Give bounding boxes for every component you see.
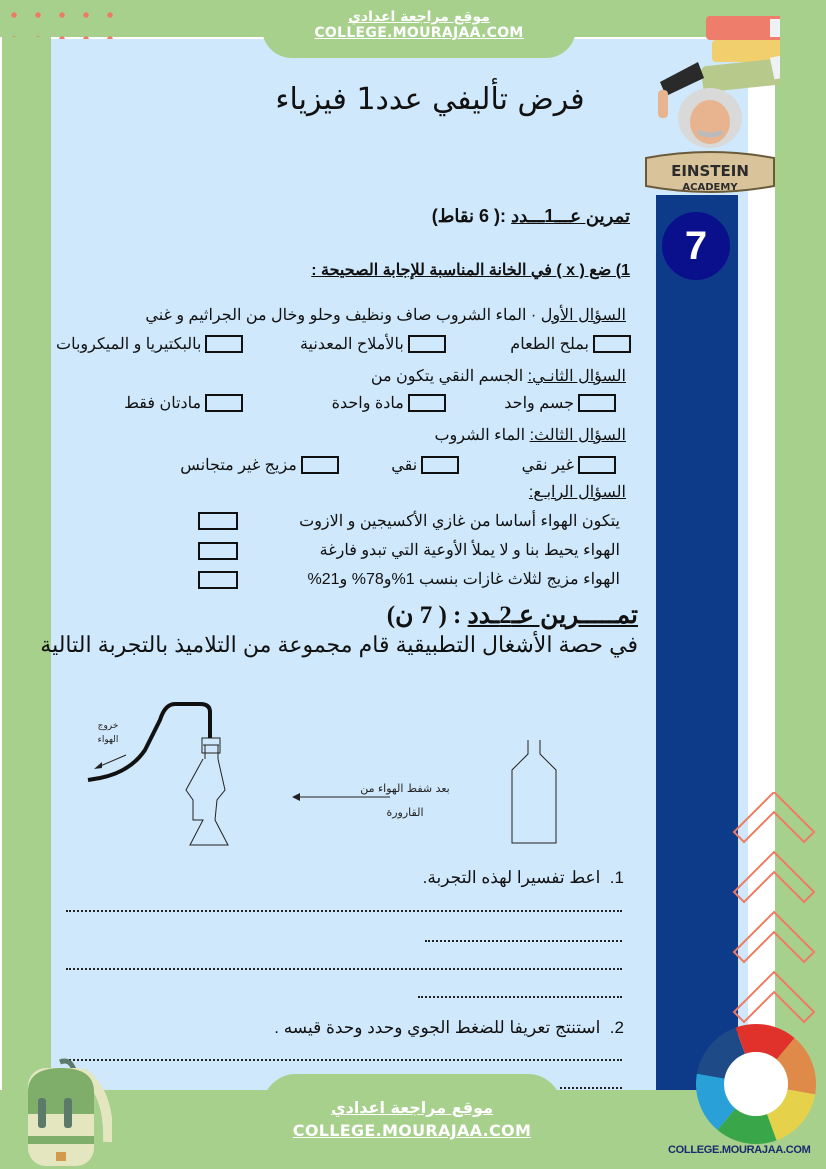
checkbox[interactable] [301, 456, 339, 474]
question-1-stem: · الماء الشروب صاف ونظيف وحلو وخال من الجراثيم و غني [145, 307, 541, 324]
option-label: بالبكتيريا و الميكروبات [56, 336, 202, 353]
crushed-bottle-icon [186, 738, 228, 845]
option-label: بملح الطعام [510, 336, 589, 353]
option[interactable] [56, 334, 247, 354]
question-text: اعط تفسيرا لهذه التجربة. [422, 868, 601, 887]
site-name-arabic[interactable]: موقع مراجعة اعدادي [348, 9, 490, 25]
books-stack-icon [701, 16, 780, 93]
footer-site-name-arabic[interactable]: موقع مراجعة اعدادي [330, 1098, 494, 1117]
checkbox[interactable] [198, 542, 238, 560]
question-4-statement: الهواء يحيط بنا و لا يملأ الأوعية التي تبدو فارغة [319, 542, 620, 559]
exercise2-question-2 [274, 1018, 624, 1038]
page-title: فرض تأليفي عدد1 فيزياء [275, 82, 585, 117]
option-label: مادة واحدة [331, 395, 404, 412]
answer-line[interactable] [418, 994, 622, 998]
answer-line[interactable] [66, 1057, 622, 1061]
checkbox[interactable] [205, 394, 243, 412]
question-number: 1. [609, 868, 624, 887]
exercise2-question-1 [423, 868, 624, 888]
svg-text:القارورة: القارورة [386, 806, 424, 819]
exercise1-points: :( 6 نقاط) [431, 206, 507, 226]
exercise1-header [432, 206, 630, 227]
checkbox[interactable] [421, 456, 459, 474]
question-3-label: السؤال الثالث: [529, 427, 626, 444]
checkbox[interactable] [578, 456, 616, 474]
option[interactable] [522, 455, 620, 475]
question-3 [434, 425, 626, 445]
option[interactable] [510, 334, 635, 354]
question-text: استنتج تعريفا للضغط الجوي وحدد وحدة قيسه . [274, 1018, 601, 1037]
answer-line[interactable] [66, 966, 622, 970]
academy-banner [646, 152, 774, 193]
option-label: مادتان فقط [124, 395, 202, 412]
site-url[interactable]: COLLEGE.MOURAJAA.COM [314, 25, 524, 41]
answer-line[interactable] [560, 1085, 622, 1089]
exercise2-points: : ( 7 ن) [386, 602, 462, 629]
option[interactable] [332, 393, 450, 413]
footer-site-url[interactable]: COLLEGE.MOURAJAA.COM [292, 1121, 532, 1140]
question-3-options [180, 455, 620, 479]
option-label: مزيج غير متجانس [180, 457, 297, 474]
question-4-statement: الهواء مزيج لثلاث غازات بنسب 1%و78% و21% [307, 571, 620, 588]
option-label: نقي [391, 457, 418, 474]
checkbox[interactable] [593, 335, 631, 353]
question-4-label: السؤال الرابـع: [528, 484, 626, 501]
question-4 [529, 482, 626, 502]
site-footer-pill[interactable] [262, 1074, 562, 1169]
exercise2-intro: في حصة الأشغال التطبيقية قام مجموعة من التلاميذ بالتجربة التالية [40, 632, 638, 657]
question-4-statement: يتكون الهواء أساسا من غازي الأكسيجين و الازوت [299, 513, 620, 530]
svg-text:خروج: خروج [97, 721, 119, 731]
side-blue-column [656, 195, 738, 1090]
intact-bottle-icon [512, 740, 556, 843]
option[interactable] [391, 455, 463, 475]
einstein-academy-logo [640, 10, 780, 200]
air-exit-arrow [98, 755, 126, 767]
option[interactable] [180, 455, 343, 475]
question-1-options [56, 334, 635, 358]
checkbox[interactable] [205, 335, 243, 353]
option[interactable] [300, 334, 450, 354]
svg-text:بعد شفط الهواء من: بعد شفط الهواء من [360, 782, 450, 795]
checkbox[interactable] [408, 335, 446, 353]
exercise2-header [387, 600, 638, 630]
checkbox[interactable] [198, 512, 238, 530]
question-2-options [124, 393, 620, 417]
question-2-label: السؤال الثانـي: [527, 368, 626, 385]
backpack-icon [12, 1058, 112, 1169]
site-header-pill[interactable] [262, 0, 576, 58]
question-3-stem: الماء الشروب [434, 427, 530, 444]
option-label: بالأملاح المعدنية [299, 336, 404, 353]
exercise1-instruction: 1) ضع ( x ) في الخانة المناسبة للإجابة الصحيحة : [311, 262, 630, 279]
question-1-label: السؤال الأول [540, 307, 626, 324]
checkbox[interactable] [408, 394, 446, 412]
option-label: غير نقي [521, 457, 574, 474]
checkbox[interactable] [198, 571, 238, 589]
exercise1-heading: تمرين عـــ1ـــدد [511, 206, 630, 226]
question-number: 2. [609, 1018, 624, 1037]
decorative-chevrons [732, 792, 826, 1032]
question-2-stem: الجسم النقي يتكون من [370, 368, 528, 385]
corner-site-url[interactable]: COLLEGE.MOURAJAA.COM [668, 1144, 811, 1156]
svg-text:الهواء: الهواء [97, 735, 119, 745]
subjects-wheel-icon [694, 1022, 818, 1146]
option-label: جسم واحد [504, 395, 574, 412]
experiment-figure [60, 700, 600, 850]
question-1 [145, 305, 626, 325]
answer-line[interactable] [66, 908, 622, 912]
left-frame-strip [2, 37, 51, 1097]
exercise2-heading: تمـــــرين عـ2ـدد [467, 602, 638, 629]
exam-number-badge: 7 [662, 212, 730, 280]
option[interactable] [504, 393, 620, 413]
svg-text:EINSTEIN: EINSTEIN [671, 162, 749, 180]
answer-line[interactable] [425, 938, 622, 942]
checkbox[interactable] [578, 394, 616, 412]
svg-text:ACADEMY: ACADEMY [682, 182, 738, 193]
option[interactable] [124, 393, 247, 413]
question-2 [371, 366, 626, 386]
